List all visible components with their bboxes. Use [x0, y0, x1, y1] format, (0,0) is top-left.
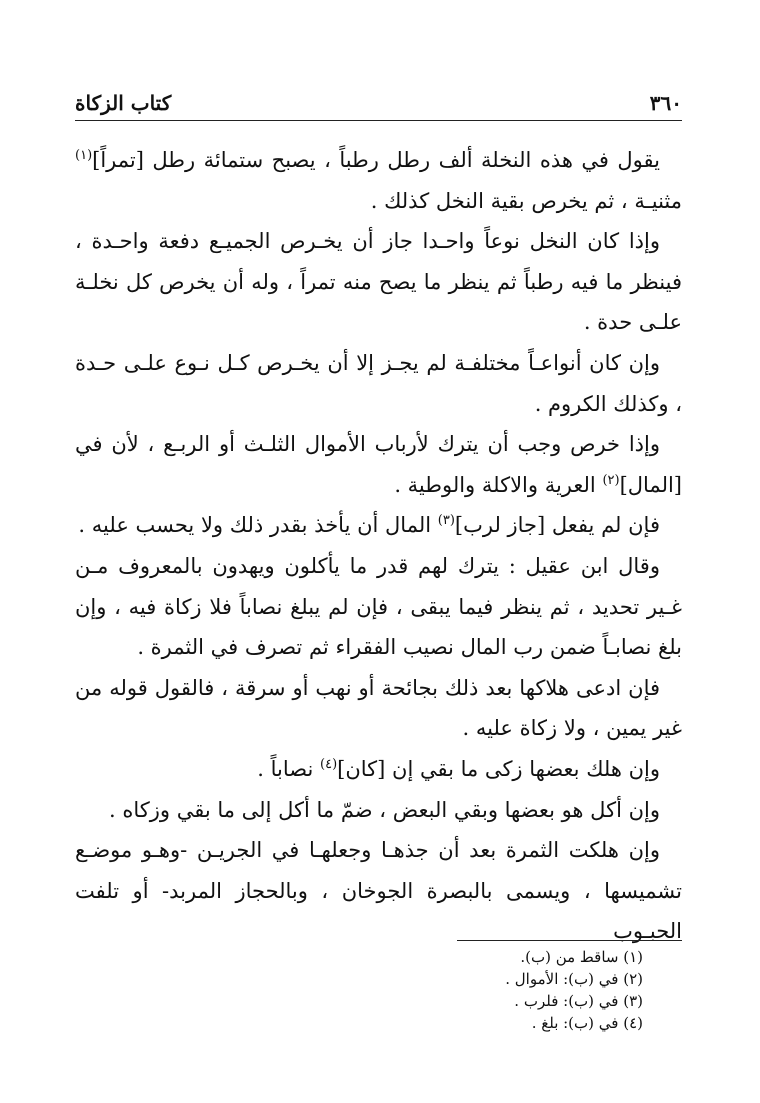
paragraph-2: وإذا كان النخل نوعاً واحـدا جاز أن يخـرص الجميـع دفعة واحـدة ، فينظر ما فيه رطباً ثم ينظر ما يصح منه تمراً ، وله أن يخرص كل نخلـة علـى حدة .: [75, 229, 682, 335]
footnotes: [75, 946, 643, 1034]
paragraph-3: وإن كان أنواعـاً مختلفـة لم يجـز إلا أن يخـرص كـل نـوع علـى حـدة ، وكذلك الكروم .: [75, 350, 682, 416]
paragraph-1: يقول في هذه النخلة ألف رطل رطباً ، يصبح ستمائة رطل [تمراً]$^{(١)}$ مثنيـة ، ثم يخرص بقية النخل كذلك .: [75, 148, 682, 213]
footnote-3: (٣) في (ب): فلرب .: [514, 992, 643, 1010]
paragraph-9: وإن أكل هو بعضها وبقي البعض ، ضمّ ما أكل إلى ما بقي وزكاه .: [109, 797, 660, 822]
footnote-4: (٤) في (ب): بلغ .: [531, 1014, 643, 1032]
paragraph-10: وإن هلكت الثمرة بعد أن جذهـا وجعلهـا في الجريـن -وهـو موضـع تشميسها ، ويسمى بالبصرة الجوخان ، وبالحجاز المربد- أو تلفت الحبـوب: [75, 838, 682, 944]
footnote-2: (٢) في (ب): الأموال .: [505, 970, 643, 988]
paragraph-8: وإن هلك بعضها زكى ما بقي إن [كان]$^{(٤)}$ نصاباً .: [257, 756, 660, 781]
footnote-ref-1: (١): [75, 148, 93, 163]
page-number: ٣٦٠: [649, 91, 682, 115]
footnote-divider: [457, 940, 682, 941]
footnote-ref-2: (٢): [602, 472, 620, 488]
main-text: [75, 140, 682, 952]
page-header: [75, 86, 682, 121]
book-title: كتاب الزكاة: [75, 91, 172, 115]
footnote-1: (١) ساقط من (ب).: [520, 948, 643, 966]
paragraph-6: وقال ابن عقيل : يترك لهم قدر ما يأكلون ويهدون بالمعروف مـن غـير تحديد ، ثم ينظر فيما يبقى ، فإن لم يبلغ نصاباً فلا زكاة فيه ، وإن بلغ نصابـاً ضمن رب المال نصيب الفقراء ثم تصرف في الثمرة .: [75, 553, 682, 660]
paragraph-5: فإن لم يفعل [جاز لرب]$^{(٣)}$ المال أن يأخذ بقدر ذلك ولا يحسب عليه .: [78, 513, 660, 538]
paragraph-7: فإن ادعى هلاكها بعد ذلك بجائحة أو نهب أو سرقة ، فالقول قوله من غير يمين ، ولا زكاة عليه .: [75, 675, 682, 741]
footnote-ref-4: (٤): [320, 756, 338, 772]
footnote-ref-3: (٣): [437, 513, 455, 529]
paragraph-4: وإذا خرص وجب أن يترك لأرباب الأموال الثلـث أو الربـع ، لأن في [المال]$^{(٢)}$ العرية والاكلة والوطية .: [75, 432, 682, 497]
